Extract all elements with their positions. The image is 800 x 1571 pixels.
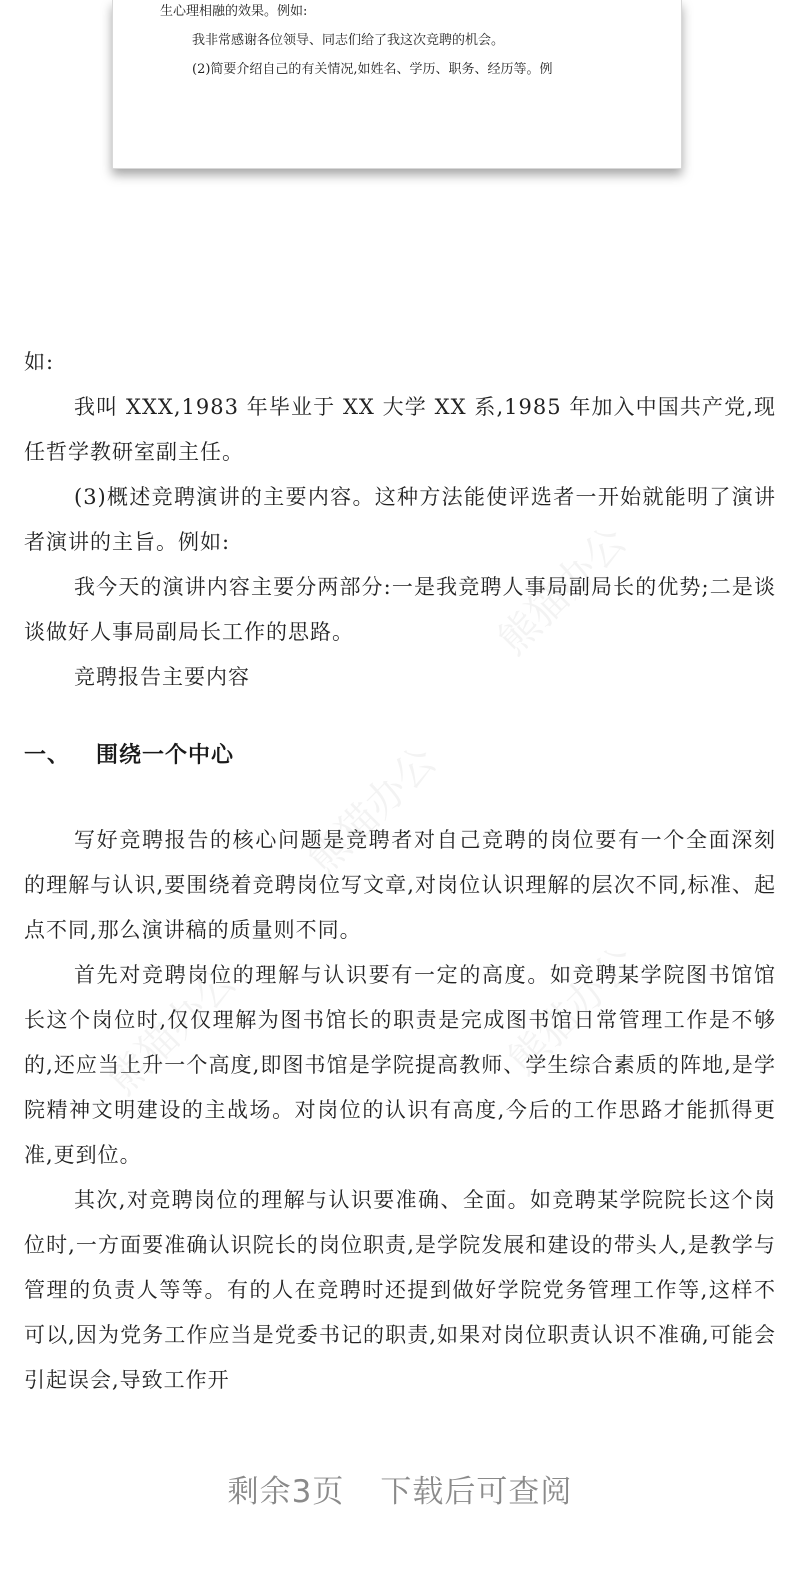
- preview-line-1: 生心理相融的效果。例如:: [160, 4, 308, 19]
- section-title: 围绕一个中心: [96, 743, 235, 768]
- paragraph: 其次,对竞聘岗位的理解与认识要准确、全面。如竞聘某学院院长这个岗位时,一方面要准确认识院长的岗位职责,是学院发展和建设的带头人,是教学与管理的负责人等等。有的人在竞聘时还提到做好学院党务管理工作等,这样不可以,因为党务工作应当是党委书记的职责,如果对岗位职责认识不准确,可能会引起误会,导致工作开: [24, 1188, 776, 1392]
- watermark: 熊猫办公: [489, 518, 636, 664]
- paragraph: 竞聘报告主要内容: [74, 665, 250, 689]
- remaining-pages-text: 剩余3页: [227, 1474, 345, 1510]
- document-body: [24, 818, 776, 1403]
- preview-line-2: 我非常感谢各位领导、同志们给了我这次竞聘的机会。: [192, 33, 505, 48]
- remaining-pages-banner[interactable]: [0, 1466, 800, 1511]
- paragraph: 我叫 XXX,1983 年毕业于 XX 大学 XX 系,1985 年加入中国共产党,现任哲学教研室副主任。: [24, 395, 776, 464]
- paragraph: 首先对竞聘岗位的理解与认识要有一定的高度。如竞聘某学院图书馆馆长这个岗位时,仅仅理解为图书馆长的职责是完成图书馆日常管理工作是不够的,还应当上升一个高度,即图书馆是学院提高教师、学生综合素质的阵地,是学院精神文明建设的主战场。对岗位的认识有高度,今后的工作思路才能抓得更准,更到位。: [24, 963, 776, 1167]
- paragraph: 我今天的演讲内容主要分两部分:一是我竞聘人事局副局长的优势;二是谈谈做好人事局副局长工作的思路。: [24, 575, 776, 644]
- watermark: 熊猫办公: [299, 738, 446, 884]
- preview-line-3: (2)简要介绍自己的有关情况,如姓名、学历、职务、经历等。例: [192, 62, 553, 77]
- paragraph: 如:: [24, 350, 55, 374]
- document-intro: [24, 340, 776, 700]
- paragraph: 写好竞聘报告的核心问题是竞聘者对自己竞聘的岗位要有一个全面深刻的理解与认识,要围绕着竞聘岗位写文章,对岗位认识理解的层次不同,标准、起点不同,那么演讲稿的质量则不同。: [24, 828, 776, 942]
- watermark: 熊猫办公: [99, 958, 246, 1104]
- watermark: 熊猫办公: [499, 938, 646, 1084]
- section-number: 一、: [24, 743, 71, 768]
- download-to-view-text: 下载后可查阅: [380, 1474, 573, 1510]
- section-heading: [24, 738, 234, 769]
- paragraph: (3)概述竞聘演讲的主要内容。这种方法能使评选者一开始就能明了演讲者演讲的主旨。例如:: [24, 485, 776, 554]
- page-preview-card: [112, 0, 682, 169]
